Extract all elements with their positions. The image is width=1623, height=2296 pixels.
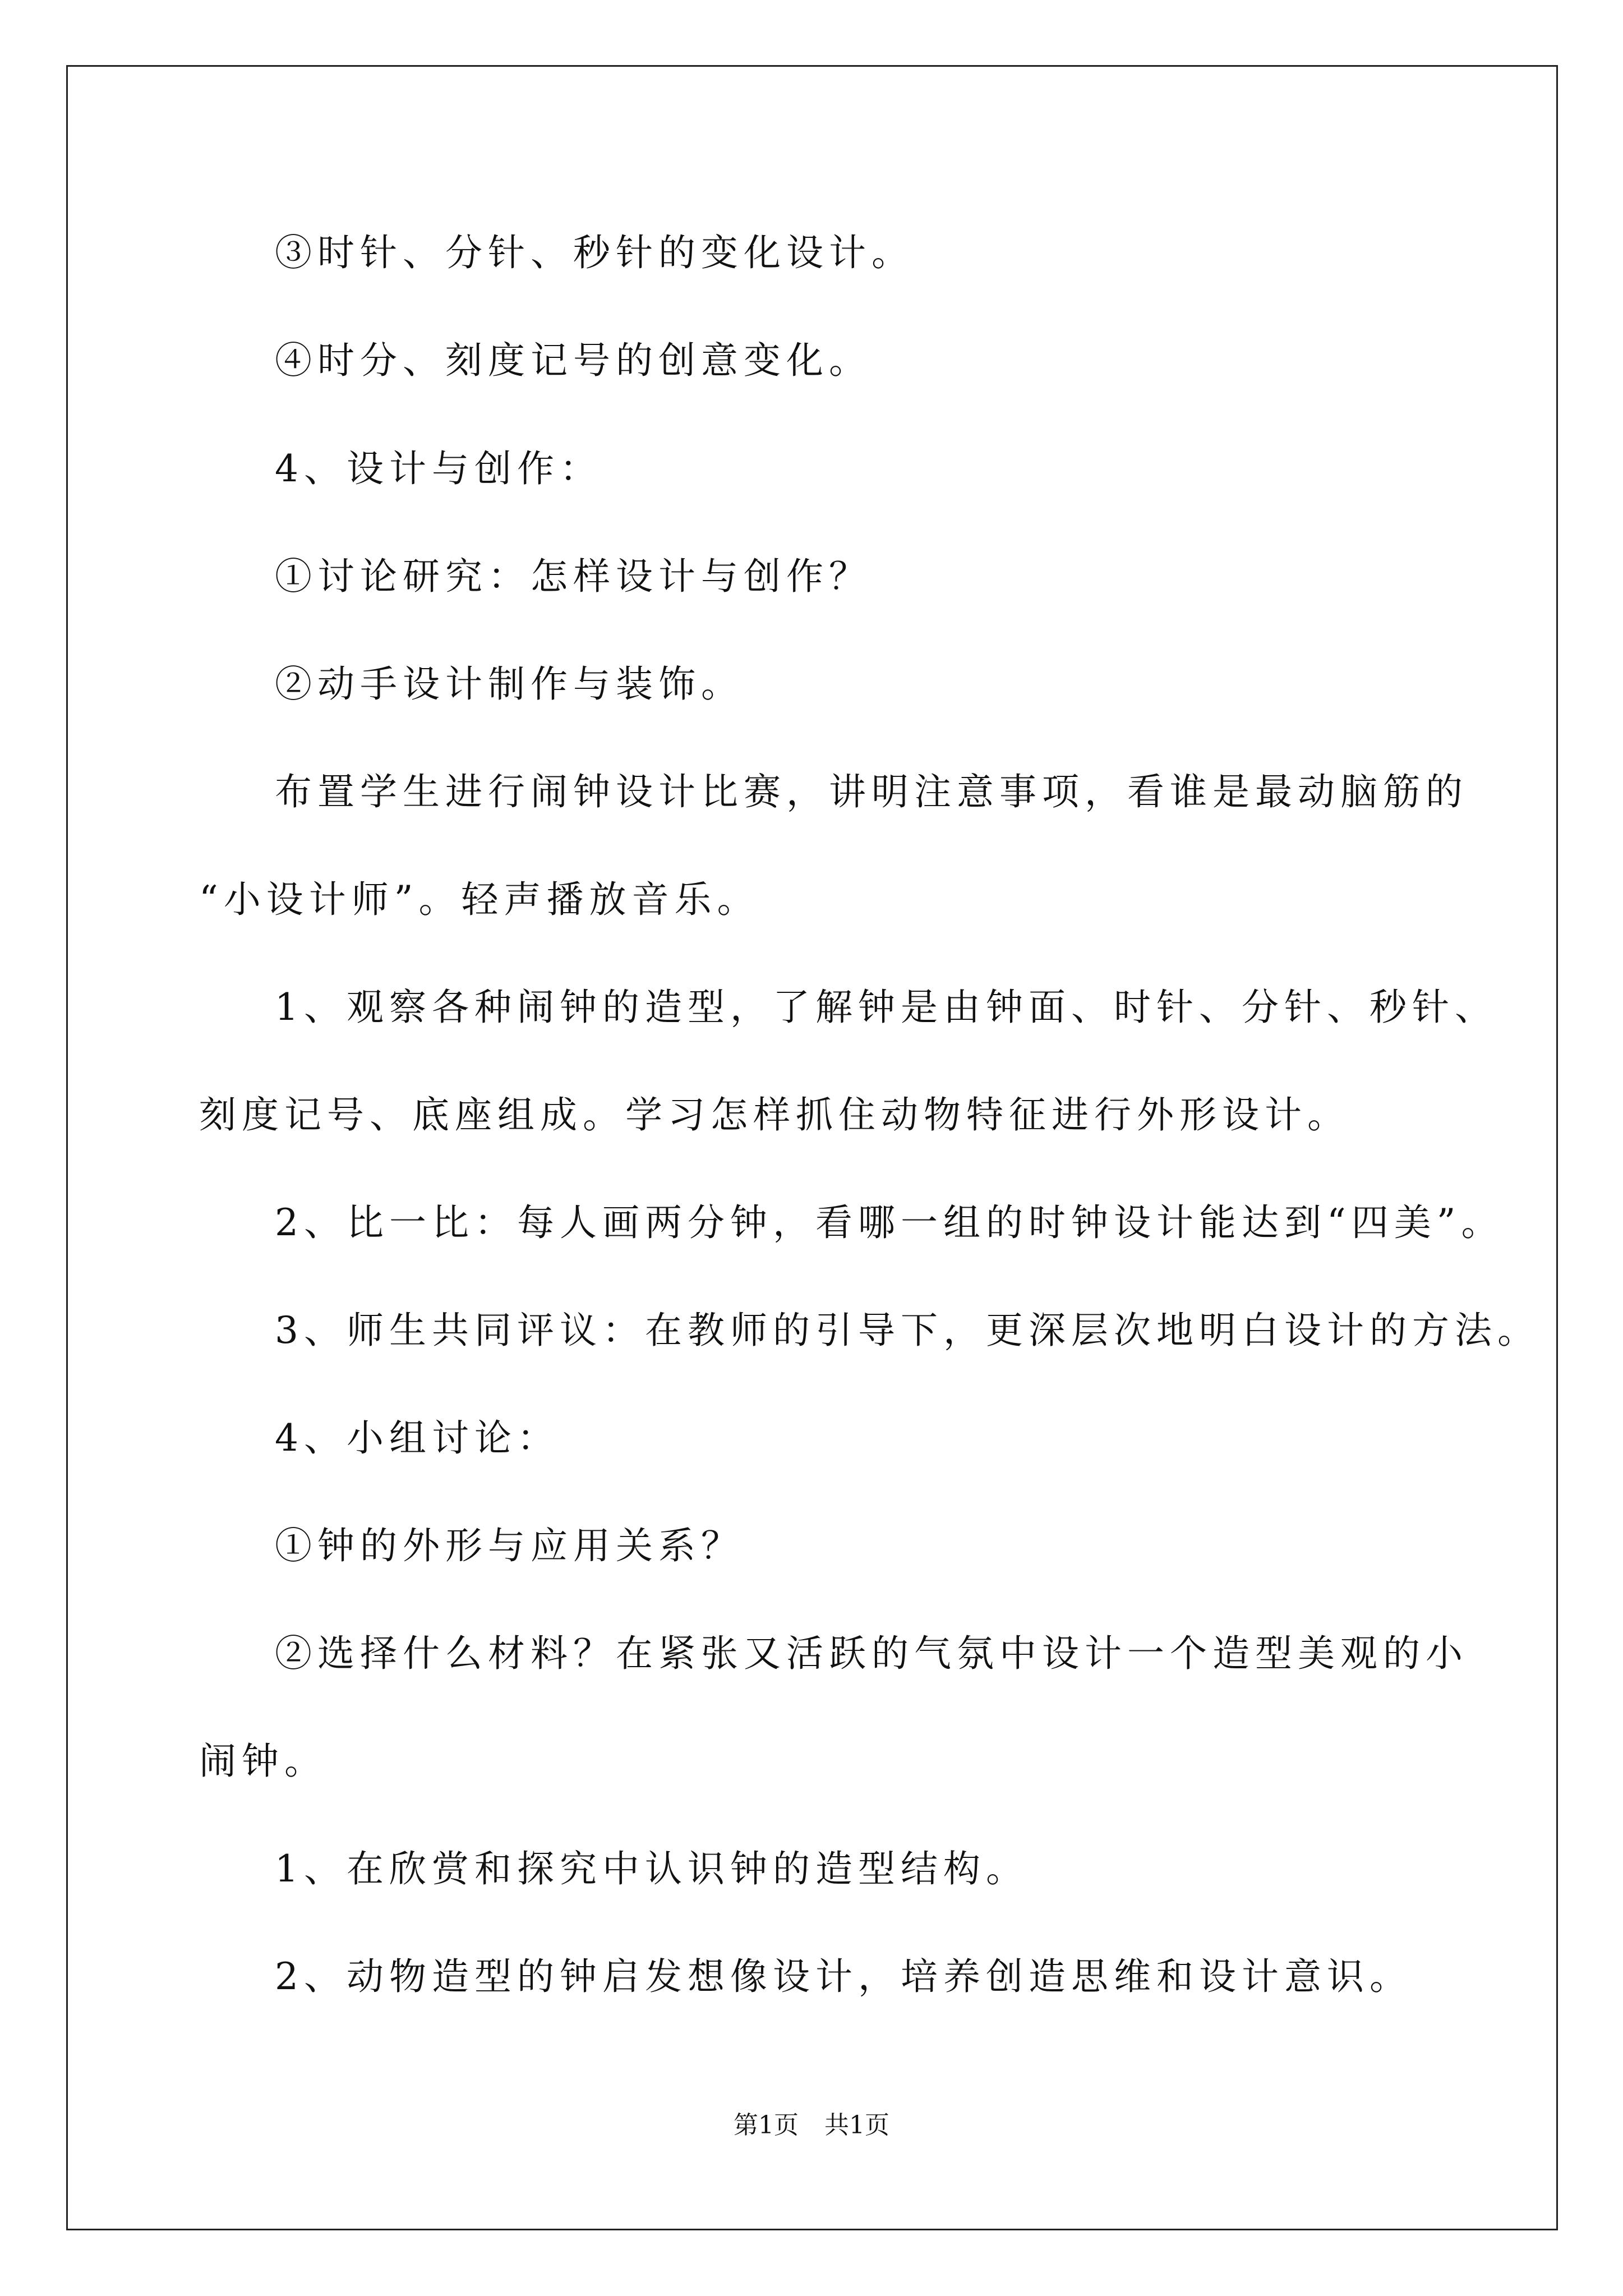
page-number: 第1页 [734,2111,799,2139]
page-footer [0,2113,1623,2138]
page-border [66,65,1558,2230]
paragraph-4: ①讨论研究：怎样设计与创作？ [275,555,872,598]
paragraph-12-cont: 闹钟。 [199,1740,327,1783]
paragraph-11: ①钟的外形与应用关系？ [275,1524,744,1567]
paragraph-5: ②动手设计制作与装饰。 [275,662,744,706]
paragraph-10: 4、小组讨论： [275,1416,560,1460]
page-total: 共1页 [824,2111,889,2139]
paragraph-13: 1、在欣赏和探究中认识钟的造型结构。 [275,1847,1029,1890]
paragraph-2: ④时分、刻度记号的创意变化。 [275,339,872,382]
paragraph-7: 1、观察各种闹钟的造型，了解钟是由钟面、时针、分针、秒针、 [275,986,1497,1029]
paragraph-1: ③时针、分针、秒针的变化设计。 [275,231,914,274]
paragraph-6-cont: “小设计师”。轻声播放音乐。 [199,878,760,921]
paragraph-14: 2、动物造型的钟启发想像设计，培养创造思维和设计意识。 [275,1955,1412,1998]
paragraph-12: ②选择什么材料？在紧张又活跃的气氛中设计一个造型美观的小 [275,1632,1468,1675]
paragraph-3: 4、设计与创作： [275,447,602,490]
paragraph-8: 2、比一比：每人画两分钟，看哪一组的时钟设计能达到“四美”。 [275,1201,1504,1244]
paragraph-7-cont: 刻度记号、底座组成。学习怎样抓住动物特征进行外形设计。 [199,1093,1350,1137]
paragraph-9: 3、师生共同评议：在教师的引导下，更深层次地明白设计的方法。 [275,1309,1540,1352]
paragraph-6: 布置学生进行闹钟设计比赛，讲明注意事项，看谁是最动脑筋的 [275,770,1468,813]
